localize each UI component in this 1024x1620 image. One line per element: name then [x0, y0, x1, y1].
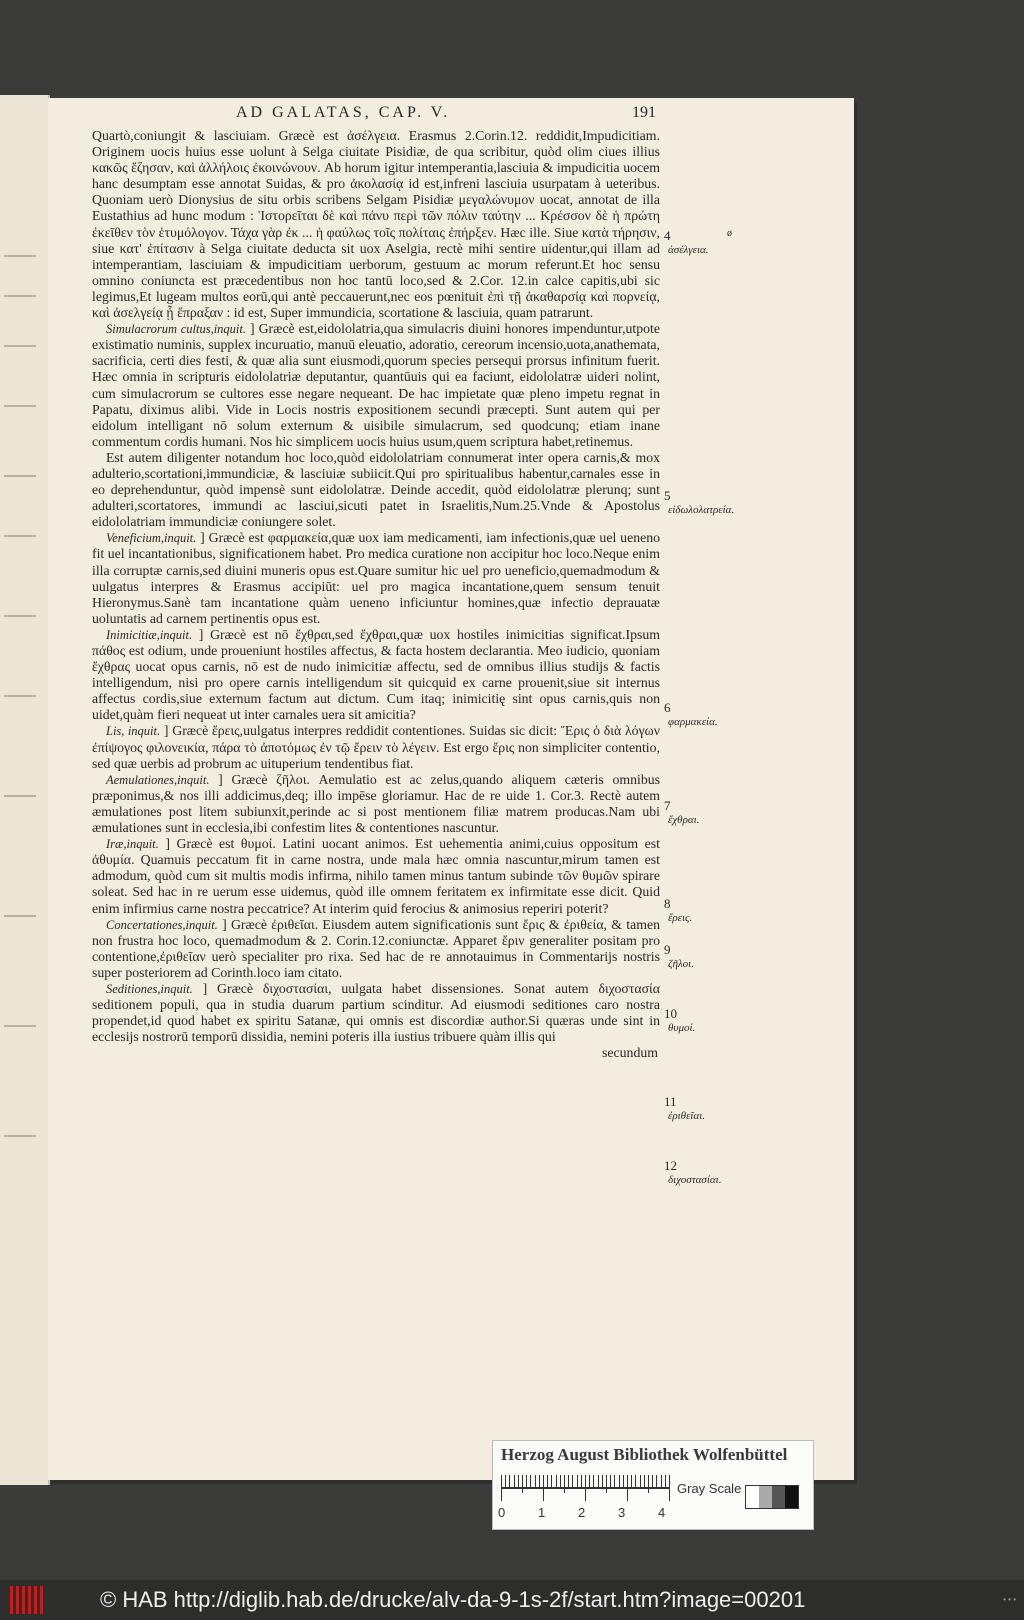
note-greek: θυμοί.	[668, 1022, 696, 1034]
paragraph: Est autem diligenter notandum hoc loco,quòd eidololatriam connumerat inter opera carnis,& mox adulterio,scortationi,immundiciæ, & lasciuiæ subiicit.Qui pro spiritualibus habentur,carnales esse in eo deprehenduntur, quòd impensè sunt eidololatræ. Deinde accedit, quòd eidololatræ plerunq; sunt adulteri,scortatores, immundi ac lasciui,sicuti patet in Israelitis,Num.25.Vnde & Apostolus eidololatriam immundiciæ coniungere solet.	[92, 449, 660, 530]
library-name: Herzog August Bibliothek Wolfenbüttel	[501, 1445, 788, 1464]
ruler-tick	[669, 1475, 670, 1501]
paragraph-text: Græcè ἐριθεῖαι. Eiusdem autem significationis sunt ἔρις & ἐριθεία, & tamen non frustra hoc loco, quemadmodum & 2. Corin.12.coniunctæ. Apparet ἔριν generaliter positam pro contentione,ἐριθεῖαν uerò specialiter pro rixa. Sed hac de re annotauimus in Commentarijs nostris super posteriorem ad Corinth.loco iam citato.	[92, 916, 660, 980]
ruler-tick	[640, 1475, 641, 1487]
paragraph-text: Græcè ζῆλοι. Aemulatio est ac zelus,quando aliquem cæteris omnibus præponimus,& nos illi addicimus,deq; illo impēse gloriamur. Hac de re uide 1. Cor.3. Rectè autem æmulationes post litem subiunxit,perinde ac si post mentionem filiæ matrem producas.Nam ubi æmulationes sunt in ecclesia,ibi confestim lites & contentiones nascuntur.	[92, 771, 660, 836]
ruler-tick	[652, 1475, 653, 1487]
margin-notes	[664, 130, 744, 1230]
paragraph: Quartò,coniungit & lasciuiam. Græcè est ἀσέλγεια. Erasmus 2.Corin.12. reddidit,Impudicitiam. Originem uocis huius esse uolunt à Selga ciuitate Pisidiæ, de qua scribitur, quòd olim ciues illius κακῶς ἔζησαν, καὶ ἀλλήλοις ἐκοινώνουν. Ab horum igitur intemperantia,lasciuia & impudicitia uocem hanc desumptam esse annotat Suidas, & pro ἀκολασίᾳ id est,infreni lasciuia usurpatam à ueteribus. Quoniam uerò Dionysius de situ orbis scribens Selgam Pisidiæ μεγαλώνυμον uocat, annotat de illa Eustathius ad hunc modum : Ἱστορεῖται δὲ καὶ πάνυ περὶ τῶν πόλιν ταύτην ... Κρέσσον δὲ ἡ πρώτη ἐκεῖθεν τὸν ἑτυμόλογον. Τάχα γὰρ ἐκ ... ἡ φαύλως τοῖς πολίταις ἐπήρξεν. Hæc ille. Siue κατὰ τήρησιν, siue κατ' ἐπίτασιν à Selga ciuitate deducta sit uox Aselgia, rectè mihi sentire uidentur,qui illam ad intemperantiam, lasciuiam & impudicitiam uerborum, gestuum ac morum referunt.Et hoc sensu omnino coniuncta est præcedentibus non hoc tantū loco,sed & 2.Cor. 12.in calce capitis,ubi sic legimus,Et lugeam multos eorū,qui antè peccauerunt,nec eos pœnituit ἐπὶ τῇ ἀκαθαρσίᾳ καὶ πορνείᾳ, καὶ ἀσελγείᾳ ᾗ ἔπραξαν : id est, Super immundicia, scortatione & lasciuia, quam patrarunt.	[92, 128, 660, 321]
ruler-tick	[514, 1475, 515, 1487]
grayscale-swatch	[745, 1485, 799, 1509]
ruler-tick	[598, 1475, 599, 1487]
footer-bar	[0, 1580, 1024, 1620]
ruler-tick	[635, 1475, 636, 1487]
ruler-tick	[665, 1475, 666, 1487]
ruler-tick	[556, 1475, 557, 1487]
ruler-tick	[564, 1475, 565, 1493]
ruler-tick	[656, 1475, 657, 1487]
note-number: 5	[664, 488, 671, 503]
hab-logo-icon	[10, 1586, 44, 1614]
paragraph: Lis, inquit. ] Græcè ἔρεις,uulgatus interpres reddidit contentiones. Suidas sic dicit: Ἔρις ὁ διὰ λόγων ἐπίψογος φιλονεικία, πάρα τὸ ἀποτόμως ἐν τῷ ἔρειν τὸ λέγειν. Est ergo ἔρις non simpliciter contentio, sed quæ uerbis ad probrum ac uituperium tendentibus fiat.	[92, 723, 660, 771]
ruler-tick	[585, 1475, 586, 1501]
paragraph: Simulacrorum cultus,inquit. ] Græcè est,eidololatria,qua simulacris diuini honores impenduntur,utpote existimatio numinis, supplex incuruatio, manuū eleuatio, adoratio, cereorum incensio,uota,anathemata, sacrificia, certi dies festi, & quæ alia sunt eiusmodi,quorum species persequi prorsus infinitum fuerit. Hæc omnia in scripturis eidololatriæ deputantur, quantūuis qui ea faciunt, eidololatræ uideri nolint, cum simulacrorum se cultores esse negare nequeant. De hac impietate quæ pleno impetu regnat in Papatu, diximus alibi. Vide in Locis nostris expositionem secundi præcepti. Sunt autem qui per eidolum intelligant nō solum externum & uisibile simulacrum, sed quodcunq; etiam inane commentum cordis humani. Nos hic simplicem uocis huius usum,quem scriptura habet,retinemus.	[92, 321, 661, 449]
ruler-tick	[581, 1475, 582, 1487]
note-number: 10	[664, 1006, 677, 1021]
lemma: Inimicitiæ,inquit.	[106, 627, 193, 642]
ruler-label: 3	[618, 1505, 626, 1520]
note-number: 6	[664, 700, 671, 715]
ruler-tick	[648, 1475, 649, 1493]
note-number: 9	[664, 942, 671, 957]
scale-ruler	[498, 1475, 669, 1521]
margin-note	[664, 488, 744, 516]
margin-note	[664, 1094, 744, 1122]
paragraph-text: Græcè est nō ἔχθραι,sed ἔχθραι,quæ uox hostiles inimicitias significat.Ipsum πάθος est odium, unde proueniunt hostiles affectus, & facta hostem declarantia. Meo iudicio, quoniam ἔχθρας uocat opus carnis, nō est de nudo inimicitiæ affectu, sed de omnibus illius studijs & factis intelligendum, nisi pro opere carnis intelligendum sit quicquid ex carne prouenit,siue sit internus affectus cordis,siue externum factum aut dictum. Cum itaq; inimicitię sint opus carnis,quis non uidet,quàm fieri nequeat ut inter carnales uera sit amicitia?	[92, 626, 660, 723]
lemma: Aemulationes,inquit.	[106, 772, 210, 787]
running-title: AD GALATAS, CAP. V.	[236, 104, 451, 121]
paragraph: Concertationes,inquit. ] Græcè ἐριθεῖαι. Eiusdem autem significationis sunt ἔρις & ἐριθεία, & tamen non frustra hoc loco, quemadmodum & 2. Corin.12.coniunctæ. Apparet ἔριν generaliter positam pro contentione,ἐριθεῖαν uerò specialiter pro rixa. Sed hac de re annotauimus in Commentarijs nostris super posteriorem ad Corinth.loco iam citato.	[92, 916, 660, 980]
corner-mark: ø	[727, 228, 732, 239]
main-text	[92, 128, 660, 1233]
ruler-tick	[530, 1475, 531, 1487]
paragraph-text: Græcè est φαρμακεία,quæ uox iam medicamenti, iam infectionis,quæ uel ueneno fit uel incantationibus, significationem habet. Pro medica curatione non accipitur hoc loco.Neque enim illa corruptæ carnis,sed diuini muneris opus est.Quare sumitur hic uel pro ueneficio,quemadmodum & uulgatus interpres & Erasmus accipiūt: uel pro magica incantatione,quem sensum tenuit Hieronymus.Sanè tam incantatione quàm ueneno inficiuntur homines,quæ infectio deprauatæ uoluntatis ad carnem pertinentis opus est.	[92, 530, 661, 626]
running-header	[236, 104, 656, 130]
ruler-tick	[631, 1475, 632, 1487]
paragraph: Iræ,inquit. ] Græcè est θυμοί. Latini uocant animos. Est uehementia animi,cuius oppositum est ἀθυμία. Quamuis peccatum fit in carne nostra, unde mala hæc omnia nascuntur,mirum tamen est admodum, quòd cum sit multis modis infirma, nihilo tamen minus tantum subinde τῶν θυμῶν spirare soleat. Sed hac in re uerum esse uidemus, quòd ille omnem feritatem ex infirmitate esse dicit. Quid enim infirmius carne nostra peccatrice? At interim quid ferocius & animosius reperiri poterit?	[92, 836, 660, 916]
ruler-tick	[606, 1475, 607, 1493]
ruler-tick	[614, 1475, 615, 1487]
ruler-tick	[627, 1475, 628, 1501]
ruler-tick	[577, 1475, 578, 1487]
page-number: 191	[632, 104, 656, 121]
paragraph-text: Græcè ἔρεις,uulgatus interpres reddidit contentiones. Suidas sic dicit: Ἔρις ὁ διὰ λόγων ἐπίψογος φιλονεικία, πάρα τὸ ἀποτόμως ἐν τῷ ἔρειν τὸ λέγειν. Est ergo ἔρις non simpliciter contentio, sed quæ uerbis ad probrum ac uituperium tendentibus fiat.	[92, 723, 660, 771]
note-number: 11	[664, 1094, 677, 1109]
ruler-tick	[526, 1475, 527, 1487]
ruler-tick	[551, 1475, 552, 1487]
ruler-tick	[501, 1475, 502, 1501]
note-number: 8	[664, 896, 671, 911]
catchword: secundum	[602, 1045, 658, 1061]
lemma: Veneficium,inquit.	[106, 531, 197, 546]
paragraph: Inimicitiæ,inquit. ] Græcè est nō ἔχθραι,sed ἔχθραι,quæ uox hostiles inimicitias significat.Ipsum πάθος est odium, unde proueniunt hostiles affectus, & facta hostem declarantia. Meo iudicio, quoniam ἔχθρας uocat opus carnis, nō est de nudo inimicitiæ affectu, sed de omnibus illius studijs & factis intelligendum, nisi pro opere carnis intelligendum sit quicquid ex carne prouenit,siue sit internus affectus cordis,siue externum factum aut dictum. Cum itaq; inimicitię sint opus carnis,quis non uidet,quàm fieri nequeat ut inter carnales uera sit amicitia?	[92, 626, 660, 723]
library-color-target	[492, 1440, 814, 1530]
ruler-tick	[644, 1475, 645, 1487]
copyright-url: © HAB http://diglib.hab.de/drucke/alv-da-9-1s-2f/start.htm?image=00201	[100, 1587, 806, 1612]
ruler-tick	[522, 1475, 523, 1493]
lemma: Seditiones,inquit.	[106, 981, 193, 996]
ruler-tick	[572, 1475, 573, 1487]
note-number: 12	[664, 1158, 677, 1173]
paragraph-text: Græcè est θυμοί. Latini uocant animos. Est uehementia animi,cuius oppositum est ἀθυμία. Quamuis peccatum fit in carne nostra, unde mala hæc omnia nascuntur,mirum tamen est admodum, quòd cum sit multis modis infirma, nihilo tamen minus tantum subinde τῶν θυμῶν spirare soleat. Sed hac in re uerum esse uidemus, quòd ille omnem feritatem ex infirmitate esse dicit. Quid enim infirmius carne nostra peccatrice? At interim quid ferocius & animosius reperiri poterit?	[92, 836, 660, 916]
ruler-tick	[539, 1475, 540, 1487]
note-greek: ζῆλοι.	[668, 958, 694, 970]
ruler-label: 4	[658, 1505, 666, 1520]
lemma: Lis, inquit.	[106, 724, 161, 739]
ruler-label: 0	[498, 1505, 506, 1520]
paragraph: Veneficium,inquit. ] Græcè est φαρμακεία,quæ uox iam medicamenti, iam infectionis,quæ uel ueneno fit uel incantationibus, significationem habet. Pro medica curatione non accipitur hoc loco.Neque enim illa corruptæ carnis,sed diuini muneris opus est.Quare sumitur hic uel pro ueneficio,quemadmodum & uulgatus interpres & Erasmus accipiūt: uel pro magica incantatione,quem sensum tenuit Hieronymus.Sanè tam incantatione quàm ueneno inficiuntur homines,quæ infectio deprauatæ uoluntatis ad carnem pertinentis opus est.	[92, 530, 661, 626]
ruler-tick	[610, 1475, 611, 1487]
ruler-tick	[543, 1475, 544, 1501]
lemma: Simulacrorum cultus,inquit.	[106, 322, 247, 337]
note-greek: διχοστασίαι.	[668, 1174, 722, 1186]
margin-note	[664, 896, 744, 924]
note-greek: ἀσέλγεια.	[668, 244, 709, 256]
ruler-tick	[593, 1475, 594, 1487]
ruler-tick	[518, 1475, 519, 1487]
margin-note	[664, 1006, 744, 1034]
margin-note	[664, 700, 744, 728]
paragraph: Seditiones,inquit. ] Græcè διχοστασίαι, uulgata habet dissensiones. Sonat autem διχοστασία seditionem populi, qua in studia duarum partium scinditur. Ad eiusmodi seditiones caro nostra propendet,id quod habet ex spiritu Satanæ, qui omnis est discordiæ author.Si quæras unde sint in ecclesijs nostrorū temporū dissidia, nemini poteris illa iustius tribuere quàm illis qui	[92, 980, 660, 1045]
margin-note	[664, 228, 744, 256]
ruler-tick	[619, 1475, 620, 1487]
ruler-tick	[509, 1475, 510, 1487]
paragraph: Aemulationes,inquit. ] Græcè ζῆλοι. Aemulatio est ac zelus,quando aliquem cæteris omnibus præponimus,& nos illi addicimus,deq; illo impēse gloriamur. Hac de re uide 1. Cor.3. Rectè autem æmulationes post litem subiunxit,perinde ac si post mentionem filiæ matrem producas.Nam ubi æmulationes sunt in ecclesia,ibi confestim lites & contentiones nascuntur.	[92, 771, 660, 836]
paragraph-text: Græcè διχοστασίαι, uulgata habet dissensiones. Sonat autem διχοστασία seditionem populi, qua in studia duarum partium scinditur. Ad eiusmodi seditiones caro nostra propendet,id quod habet ex spiritu Satanæ, qui omnis est discordiæ author.Si quæras unde sint in ecclesijs nostrorū temporū dissidia, nemini poteris illa iustius tribuere quàm illis qui	[92, 980, 660, 1045]
lemma: Iræ,inquit.	[106, 837, 159, 852]
ruler-tick	[505, 1475, 506, 1487]
ruler-tick	[589, 1475, 590, 1487]
ruler-tick	[560, 1475, 561, 1487]
note-greek: φαρμακεία.	[668, 716, 718, 728]
ruler-tick	[535, 1475, 536, 1487]
margin-note	[664, 942, 744, 970]
note-greek: ἐριθεῖαι.	[668, 1110, 706, 1122]
ruler-tick	[568, 1475, 569, 1487]
note-greek: εἰδωλολατρεία.	[668, 504, 735, 516]
ruler-tick	[547, 1475, 548, 1487]
ruler-label: 2	[578, 1505, 586, 1520]
paragraph-text: Græcè est,eidololatria,qua simulacris diuini honores impenduntur,utpote existimatio numinis, supplex incuruatio, manuū eleuatio, adoratio, cereorum incensio,uota,anathemata, sacrificia, certi dies festi, & quæ alia sunt eiusmodi,quorum species persequi prorsus infinitum fuerit. Hæc omnia in scripturis eidololatriæ deputantur, quantūuis qui ea faciunt, eidololatræ uideri nolint, cum simulacrorum se cultores esse negare nequeant. De hac impietate quæ pleno impetu regnat in Papatu, diximus alibi. Vide in Locis nostris expositionem secundi præcepti. Sunt autem qui per eidolum intelligant nō solum externum & uisibile simulacrum, sed quodcunq; etiam inane commentum cordis humani. Nos hic simplicem uocis huius usum,quem scriptura habet,retinemus.	[92, 321, 661, 449]
ruler-label: 1	[538, 1505, 546, 1520]
previous-page-edge	[0, 95, 50, 1485]
margin-note	[664, 798, 744, 826]
grayscale-label: Gray Scale	[677, 1481, 742, 1496]
ruler-tick	[602, 1475, 603, 1487]
margin-note	[664, 1158, 744, 1186]
ruler-tick	[623, 1475, 624, 1487]
note-number: 4	[664, 228, 671, 243]
footer-dots: • • •	[1003, 1595, 1016, 1604]
note-greek: ἔχθραι.	[668, 814, 700, 826]
note-number: 7	[664, 798, 671, 813]
ruler-tick	[661, 1475, 662, 1487]
note-greek: ἔρεις.	[668, 912, 693, 924]
lemma: Concertationes,inquit.	[106, 917, 218, 932]
